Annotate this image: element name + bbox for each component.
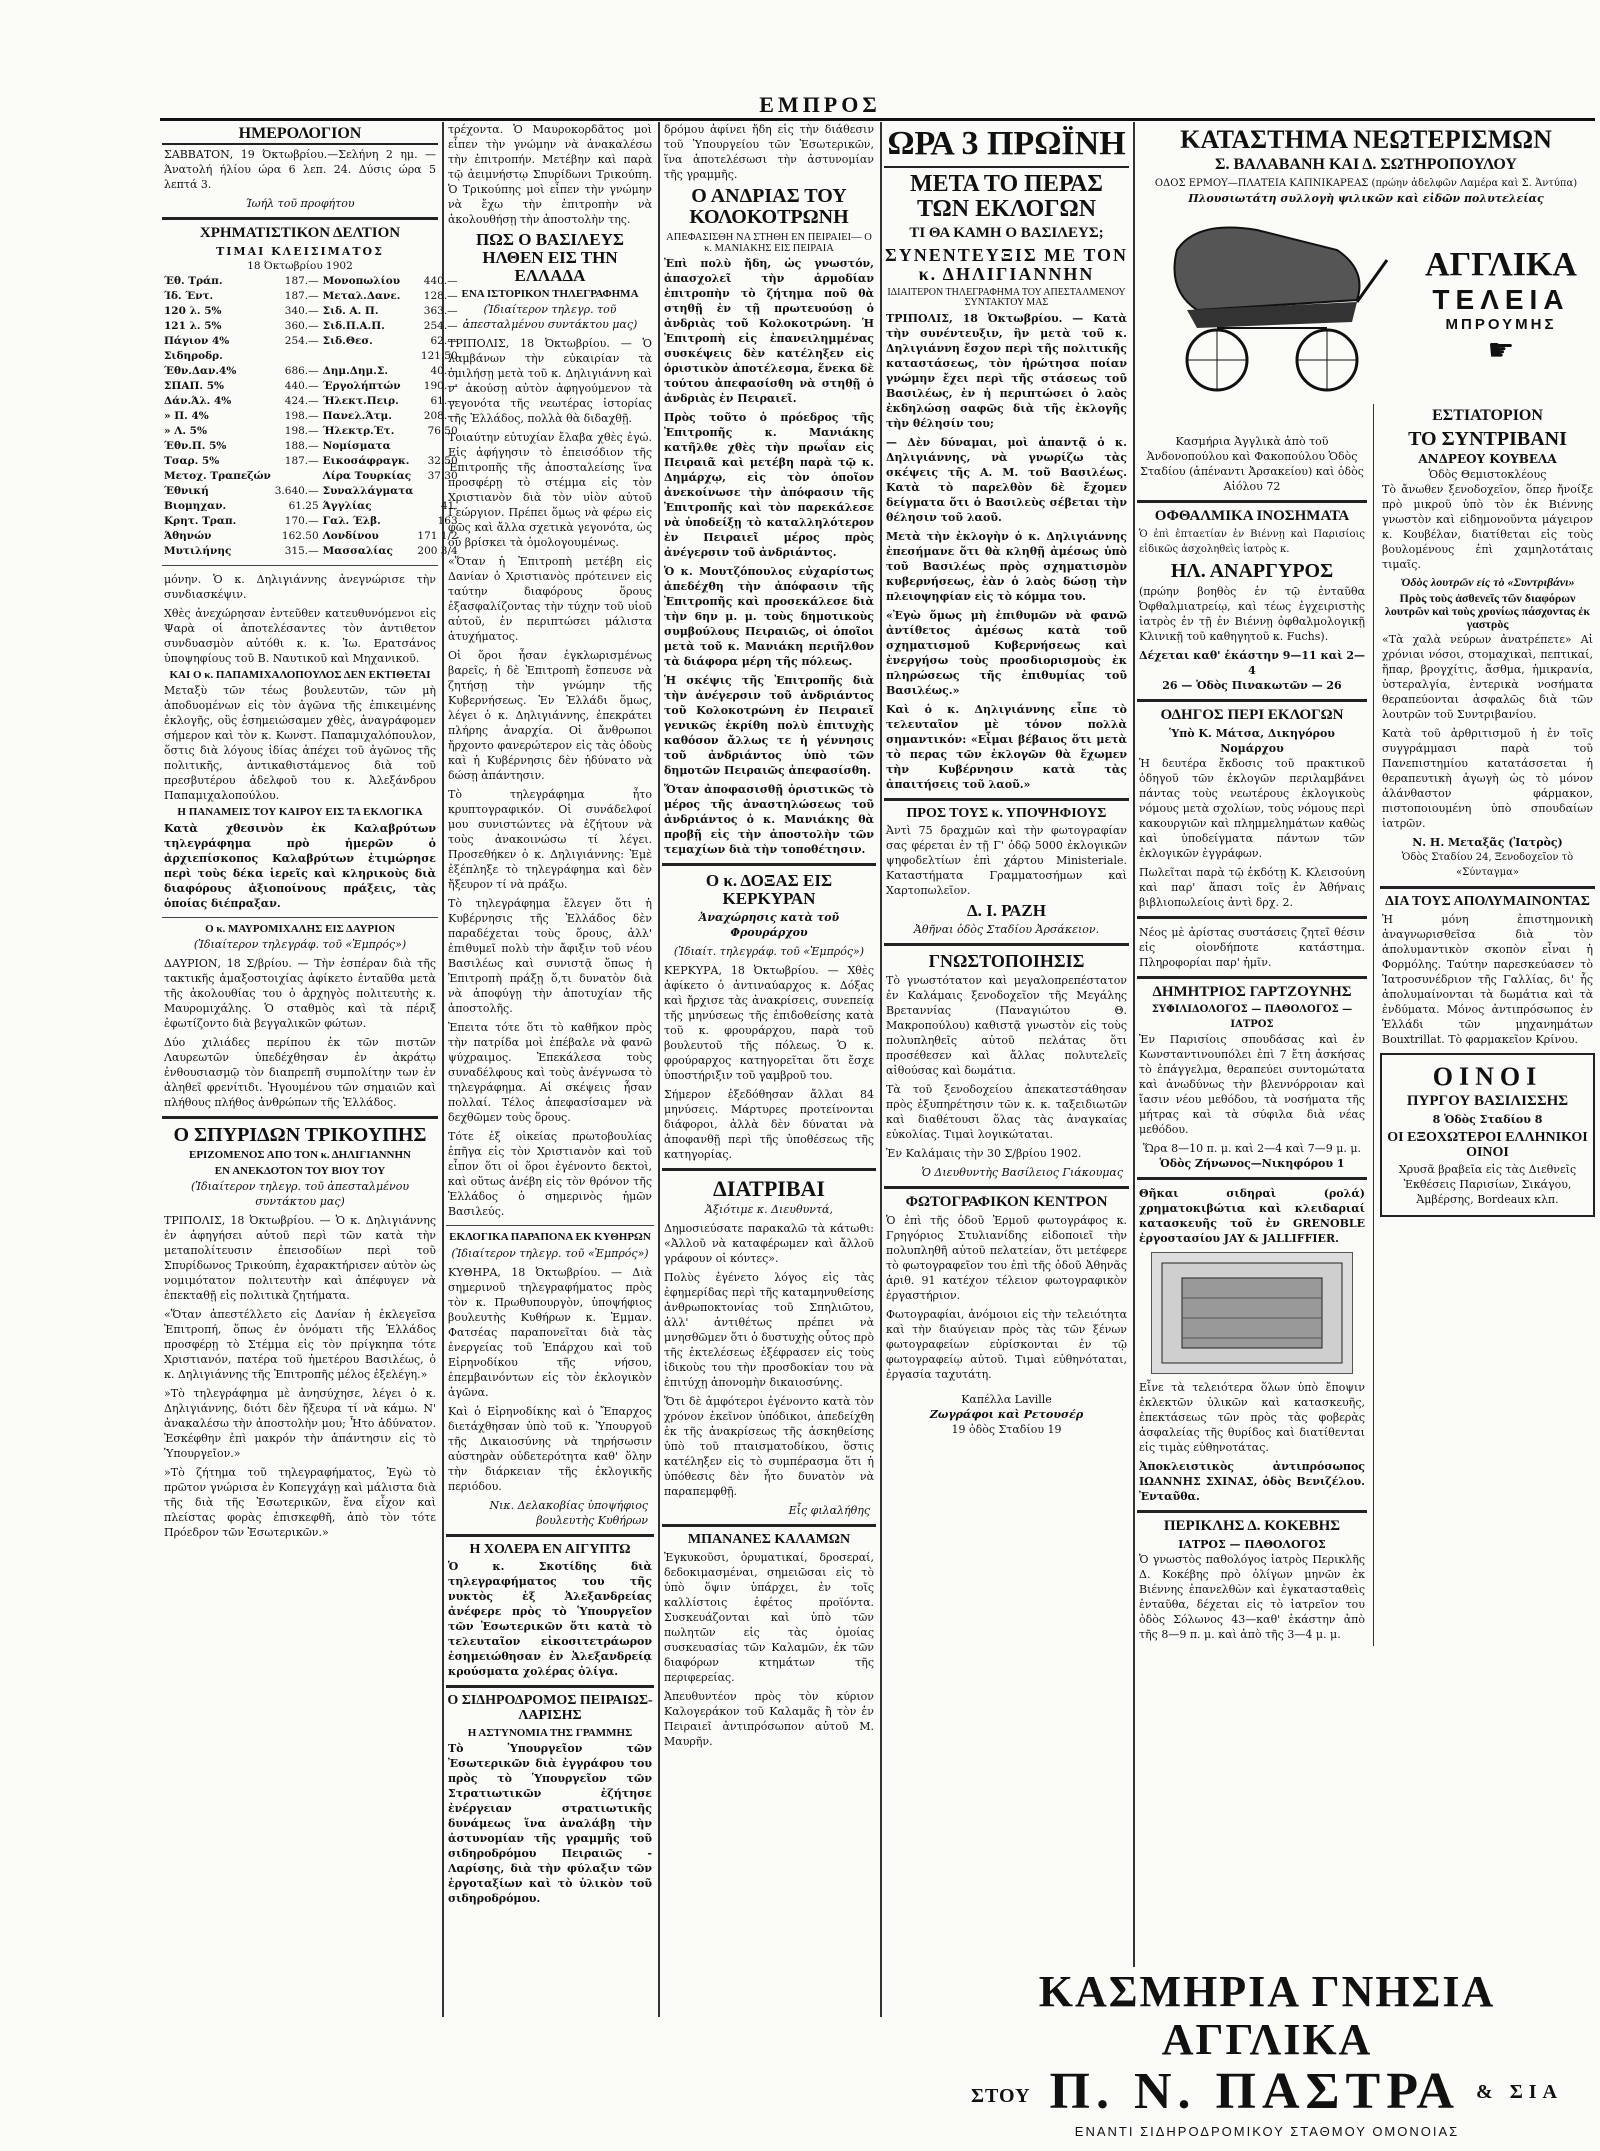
ad-text: Δέχεται καθ' ἑκάστην 9—11 καὶ 2—4 — [1138, 648, 1366, 677]
ad-text: Θῆκαι σιδηραὶ (ρολά) χρηματοκιβώτια καὶ κλειδαριαί κατασκευῆς τοῦ ἐν GRENOBLE ἐργοστασίου JAY & JALLIFFIER. — [1139, 1187, 1365, 1246]
table-cell: 187.— — [284, 274, 319, 287]
article-text: — Δὲν δύναμαι, μοὶ ἀπαντᾷ ὁ κ. Δηλιγιάννης, νὰ γνωρίζω τὰς σκέψεις τῆς Α. Μ. τοῦ Βασιλέως. Κατὰ τὸ παρελθὸν δὲ ἔχομεν δείγματα ὅτι ὁ Βασιλεὺς σέβεται τὴν θέλησιν τοῦ λαοῦ. — [886, 435, 1127, 524]
ad-address: Ὁδὸς Ζήνωνος—Νικηφόρου 1 — [1159, 1157, 1345, 1171]
table-cell: 187.— — [284, 289, 319, 302]
table-cell: Εικοσάφραγκ. — [322, 454, 410, 467]
ad-subhead: Σ. ΒΑΛΑΒΑΝΗ ΚΑΙ Δ. ΣΩΤΗΡΟΠΟΥΛΟΥ — [1215, 156, 1517, 174]
article-text: Ὁ κ. Σκοτίδης διὰ τηλεγραφήματος του τῆς νυκτὸς ἐξ Ἀλεξανδρείας ἀνέφερε πρὸς τὸ Ὑπουργεῖον τῶν Ἐσωτερικῶν ὅτι κατὰ τὸ τελευταῖον εἰκοσιτετράωρον ἐσημειώθησαν ἐν Ἀλεξανδρείᾳ κρούσματα χολέρας ὀλίγα. — [448, 1560, 652, 1679]
article-text: Δημοσιεύσατε παρακαλῶ τὰ κάτωθι: «Ἀλλοῦ νὰ καταφέρωμεν καὶ ἄλλοῦ γράφουν οἱ κόντες». — [664, 1221, 874, 1265]
table-cell: Σιδ.Π.Α.Π. — [322, 319, 385, 332]
ad-headline: ΠΡΟΣ ΤΟΥΣ κ. ΥΠΟΨΗΦΙΟΥΣ — [906, 805, 1107, 821]
table-cell: 440.— — [423, 274, 458, 287]
column-divider — [880, 122, 882, 2017]
ad-headline: ΠΕΡΙΚΛΗΣ Δ. ΚΟΚΕΒΗΣ — [1163, 1518, 1341, 1535]
ad-text: Ὁ γνωστὸς παθολόγος ἰατρὸς Περικλῆς Δ. Κοκέβης πρὸ ὀλίγων μηνῶν ἐκ Βιέννης ἐπανελθὼν καὶ ἐγκατασταθεὶς ἐνταῦθα, δέχεται εἰς τὸ ἰατρεῖον του ὁδὸς Σόλωνος 43—καθ' ἑκάστην ἀπὸ τῆς 8—9 π. μ. καὶ ἀπὸ τῆς 3—4 μ. μ. — [1139, 1553, 1365, 1642]
ad-address: Ὁδὸς Θεμιστοκλέους — [1428, 467, 1547, 481]
ad-address: Ζωγράφοι καὶ Ρετουσέρ — [929, 1407, 1084, 1421]
ad-headline: ΚΑΤΑΣΤΗΜΑ ΝΕΩΤΕΡΙΣΜΩΝ — [1180, 125, 1552, 154]
ad-headline: ΟΦΘΑΛΜΙΚΑ ΙΝΟΣΗΜΑΤΑ — [1154, 508, 1350, 525]
section-rule — [1137, 976, 1367, 979]
article-signature: Εἷς φιλαλήθης — [788, 1503, 870, 1517]
ad-text: Ἀπευθυντέον πρὸς τὸν κύριον Καλογεράκον τοῦ Καλαμᾶς ἢ τὸν ἐν Πειραιεῖ ἀντιπρόσωπον αὐτοῦ Μ. Μαυρῆν. — [664, 1689, 874, 1748]
table-cell — [273, 469, 321, 484]
article-text: Οἱ ὅροι ἦσαν ἐγκλωρισμένως βαρεῖς, ἡ δὲ Ἐπιτροπὴ ἔσπευσε νὰ ζητήσῃ τὴν γνώμην τῆς Κυβερνήσεως. Ἐν Ἑλλάδι ὅμως, λέγει ὁ κ. Δηλιγιάννης, ἐπεκράτει πλήρης ἀναρχία. Οἱ ἄνθρωποι ἤρχοντο φανερώτερον εἰς τὰς ὁδοὺς καὶ ἡ Κυβέρνησις δὲν ἠδύνατο νὰ δώσῃ ἀπάντησιν. — [448, 649, 652, 783]
table-cell: Δημ.Δημ.Σ. — [322, 364, 388, 377]
ad-subhead: Ὑπὸ Κ. Μάτσα, Δικηγόρου Νομάρχου — [1169, 726, 1335, 755]
article-subhead: Ἀναχώρησις κατὰ τοῦ Φρουράρχου — [698, 910, 840, 939]
table-cell: 128.— — [423, 289, 458, 302]
table-cell: Μετοχ. Τραπεζών — [164, 469, 271, 482]
article-subhead: ΑΠΕΦΑΣΙΣΘΗ ΝΑ ΣΤΗΘΗ ΕΝ ΠΕΙΡΑΙΕΙ— Ο κ. ΜΑΝΙΑΚΗΣ ΕΙΣ ΠΕΙΡΑΙΑ — [666, 232, 872, 255]
article-text: Τοιαύτην εὐτυχίαν ἔλαβα χθὲς ἐγώ. Εἰς ἀφήγησιν τὸ ἐπεισόδιον τῆς Ἐπιτροπῆς τῆς ἀποσταλείσης ἵνα προσφέρῃ τὸ στέμμα εἰς τὸν Χριστιανὸν διὰ τὸν υἱὸν αὐτοῦ Γεώργιον. Πρέπει ὅμως νὰ φέρω εἰς φῶς καὶ ἄλλα σχετικὰ γεγονότα, ὡς οὐ βρίσκει τὰ ὁμολογουμένως. — [448, 431, 652, 550]
table-cell — [273, 349, 321, 364]
article-text: ΤΡΙΠΟΛΙΣ, 18 Ὀκτωβρίου. — Ὁ κ. Δηλιγιάννης ἐν ἀφηγήσει αὐτοῦ περὶ τῶν κατὰ τὴν μεταπολίτευσιν ἐπεισοδίων περὶ τοῦ Σπυρίδωνος Τρικούπη, ἐχαρακτήρισεν αὐτὸν ὡς νομιμότατον πολιτευτὴν καὶ ἀπέφυγεν νὰ ἐπεκταθῇ εἰς πολιτικὰ ζητήματα. — [164, 1214, 436, 1303]
table-cell: Έθν.Π. 5% — [164, 439, 227, 452]
table-cell: 198.— — [284, 424, 319, 437]
ad-address: Ἀθῆναι ὁδὸς Σταδίου Ἀρσάκειον. — [913, 923, 1100, 937]
top-rule — [160, 118, 1595, 121]
article-text: Σήμερον ἐξεδόθησαν ἄλλαι 84 μηνύσεις. Μάρτυρες προτείνονται διάφοροι, ἀλλὰ δὲν δύναται νὰ ἀποφανθῇ περὶ τῆς ὑποθέσεως τῆς κατηγορίας. — [664, 1087, 874, 1161]
table-row — [162, 439, 460, 454]
bottom-banner-ad — [937, 1967, 1597, 2140]
table-cell: 190.— — [423, 379, 458, 392]
ad-address: Ὁδὸς Σταδίου 24, Ξενοδοχεῖον τὸ «Σύνταγμα» — [1401, 852, 1574, 879]
table-cell: 440.— — [284, 379, 319, 392]
article-text: ΚΕΡΚΥΡΑ, 18 Ὀκτωβρίου. — Χθὲς ἀφίκετο ὁ ἀντιναύαρχος κ. Δόξας καὶ ἤρχισε τὰς ἀνακρίσεις, συνεπείᾳ τῆς μηνύσεως τῆς ἐπιδοθείσης κατὰ τοῦ κ. φρουράρχου, παρὰ τοῦ βουλευτοῦ τῆς πόλεως. Ὁ κ. φρούραρχος κατηγορεῖται ὅτι ἔσχε ὑποστήριξιν τοῦ γαμβροῦ του. — [664, 963, 874, 1082]
table-cell: 76.50 — [427, 424, 458, 437]
column-divider — [658, 122, 660, 2017]
calendar-title: ΗΜΕΡΟΛΟΓΙΟΝ — [162, 126, 438, 145]
article-subhead: (Ἰδιαίτερον τηλεγρ. τοῦ ἀπεσταλμένου συντάκτου μας) — [462, 303, 638, 332]
table-cell: 208.— — [423, 409, 458, 422]
ad-address: ΟΔΟΣ ΕΡΜΟΥ—ΠΛΑΤΕΙΑ ΚΑΠΝΙΚΑΡΕΑΣ (πρώην ἀδελφῶν Λαμέρα καὶ Σ. Ἀντύπα) — [1154, 178, 1578, 190]
article-text: Καὶ ὁ κ. Δηλιγιάννης εἶπε τὸ τελευταῖον μὲ τόνον πολλὰ σημαντικόν: «Εἶμαι βέβαιος ὅτι μετὰ τὸ περας τῶν ἐκλογῶν θὰ ἔχωμεν τὴν Κυβέρνησιν κατὰ τὰς ἀπαιτήσεις τοῦ λαοῦ.» — [886, 702, 1127, 791]
ad-text: Χρυσᾶ βραβεῖα εἰς τὰς Διεθνεῖς Ἐκθέσεις Παρισίων, Σικάγου, Ἀμβέρσης, Bordeaux κλπ. — [1398, 1163, 1577, 1207]
bourse-title: ΧΡΗΜΑΤΙΣΤΙΚΟΝ ΔΕΛΤΙΟΝ — [199, 224, 401, 241]
article-text: δρόμου ἀφίνει ἤδη εἰς τὴν διάθεσιν τοῦ Ὑπουργείου τῶν Ἐσωτερικῶν, ἵνα ἀποτελέσωσι τὴν ἀστυνομίαν τῆς γραμμῆς. — [664, 123, 874, 181]
article-text: ΤΡΙΠΟΛΙΣ, 18 Ὀκτωβρίου. — Ὁ λαμβάνων τὴν εὐκαιρίαν τὰ ὁμιλήσῃ μετὰ τοῦ κ. Δηλιγιάννη καὶ ν' ἀκούσῃ αὐτὸν ἀφηγούμενον τὰ γεγονότα τῆς νεωτέρας ἱστορίας τῆς Ἑλλάδος, πολλὰ θὰ διδαχθῇ. — [448, 337, 652, 426]
table-cell: 424.— — [284, 394, 319, 407]
article-headline: ΕΝΑ ΙΣΤΟΡΙΚΟΝ ΤΗΛΕΓΡΑΦΗΜΑ — [461, 287, 639, 300]
article-headline: ΠΩΣ Ο ΒΑΣΙΛΕΥΣ ΗΛΘΕΝ ΕΙΣ ΤΗΝ ΕΛΛΑΔΑ — [476, 230, 624, 285]
ad-text: Ὁ ἐπὶ τῆς ὁδοῦ Ἑρμοῦ φωτογράφος κ. Γρηγόριος Στυλιανίδης εἰδοποιεῖ τὴν πολυπληθῆ αὐτοῦ πελατείαν, ὅτι μετέφερε τὸ φωτογραφεῖον του ἐπὶ τῆς ὁδοῦ Ἀθηνᾶς ἀριθ. 91 κατέχον τέλειον φωτογραφικὸν ἐργαστήριον. — [886, 1213, 1127, 1302]
table-cell: 340.— — [284, 304, 319, 317]
table-cell — [321, 349, 416, 364]
table-cell: Βιομηχαν. — [164, 499, 227, 512]
article-headline: ΤΙ ΘΑ ΚΑΜΗ Ο ΒΑΣΙΛΕΥΣ; — [909, 225, 1104, 242]
article-text: τρέχοντα. Ὁ Μαυροκορδᾶτος μοὶ εἶπεν τὴν γνώμην νὰ ἀνακαλέσω τὴν ἐπιτροπήν. Μετέβην καὶ παρὰ τῷ ἀειμνήστῳ Σπυρίδωνι Τρικούπη. Ὁ Τρικούπης μοὶ εἶπεν τὴν γνώμην νὰ ἔχω τὴν ἐπιτροπὴν νὰ ἀκολουθήσῃ τὴν ἀποστολὴν της. — [448, 123, 652, 226]
article-text: ΚΥΘΗΡΑ, 18 Ὀκτωβρίου. — Διὰ σημερινοῦ τηλεγραφήματος πρὸς τὸν κ. Πρωθυπουργὸν, ὑποψήφιος βουλευτὴς Κυθήρων κ. Ἐμμαν. Φατσέας παραπονεῖται διὰ τὰς ἐνεργείας τοῦ Ἐπάρχου καὶ τοῦ Εἰρηνοδίκου τῆς νήσου, ἐπεμβαινόντων εἰς τὸν ἐκλογικὸν ἀγῶνα. — [448, 1265, 652, 1399]
ad-headline: ΜΠΑΝΑΝΕΣ ΚΑΛΑΜΩΝ — [687, 1531, 851, 1547]
article-text: Ὅταν ἀποφασισθῇ ὁριστικῶς τὸ μέρος τῆς ἀναστηλώσεως τοῦ ἀνδριάντος ὁ κ. Μανιάκης θὰ προβῇ εἰς τὴν ἀποστολὴν τῶν τεμαχίων διὰ τὴν τοποθέτησιν. — [664, 783, 874, 857]
article-text: Μεταξὺ τῶν τέως βουλευτῶν, τῶν μὴ ἀποδυομένων εἰς τὸν ἀγῶνα τῆς ἐπικειμένης ἐκλογῆς, οὓς ἐσημειώσαμεν χθὲς, ἀναγράφομεν σήμερον καὶ τὸν κ. Κωνστ. Παπαμιχαλόπουλον, ὅστις διὰ λόγους ἰδίας ἀπέχει τοῦ ἀγῶνος τῆς πολιτικῆς, ἀντικαθιστάμενος διὰ τοῦ πρεσβυτέρου ἀδελφοῦ του κ. Ἀλεξάνδρου Παπαμιχαλοπούλου. — [164, 684, 436, 803]
article-headline: Ο κ. ΜΑΥΡΟΜΙΧΑΛΗΣ ΕΙΣ ΔΑΥΡΙΟΝ — [205, 922, 395, 935]
ad-headline: ΓΝΩΣΤΟΠΟΙΗΣΙΣ — [928, 951, 1085, 972]
article-text: Τότε ἐξ οἰκείας πρωτοβουλίας ἐπῆγα εἰς τὸν Χριστιανὸν καὶ τοῦ εἶπον ὅτι οἱ ὅροι ἐγένοντο δεκτοὶ, καὶ οὕτως ἀνέβη εἰς τὸν θρόνον τῆς Ἑλλάδος ὁ σημερινὸς ἡμῶν Βασιλεύς. — [448, 1130, 652, 1219]
ad-text: (πρώην βοηθὸς ἐν τῷ ἐνταῦθα Ὀφθαλμιατρείῳ, καὶ τέως ἐγχειριστὴς ἰατρὸς ἐν τῇ ἐν Βιέννῃ ὀφθαλμολογικῇ Κλινικῇ τοῦ καθηγητοῦ κ. Fuchs). — [1139, 584, 1365, 643]
table-cell: 188.— — [284, 439, 319, 452]
ad-address: 8 Ὁδὸς Σταδίου 8 — [1432, 1113, 1543, 1126]
bourse-date: 18 Όκτωβρίου 1902 — [247, 259, 353, 272]
ad-address: Καπέλλα Laville — [961, 1392, 1052, 1406]
section-rule — [162, 217, 438, 220]
table-cell: Έθν.Δαν.4% — [164, 364, 237, 377]
ad-text: Ἀντὶ 75 δραχμῶν καὶ τὴν φωτογραφίαν σας φέρεται ἐν τῇ Γ' ὁδῷ 5000 ἐκλογικῶν ψηφοδελτίων ἐπὶ χάρτου Ministeriale. Καταστήματα Γραμματοσήμων καὶ Χαρτοπωλεῖον. — [886, 824, 1127, 898]
table-cell: 121.50 — [420, 349, 458, 362]
table-cell: Έργολήπτών — [322, 379, 401, 392]
table-cell: Γαλ. Έλβ. — [322, 514, 381, 527]
ad-text: Νέος μὲ ἀρίστας συστάσεις ζητεῖ θέσιν εἰς οἰονδήποτε κατάστημα. Πληροφορίαι παρ' ἡμῖν. — [1139, 925, 1365, 969]
ad-headline: ΟΔΗΓΟΣ ΠΕΡΙ ΕΚΛΟΓΩΝ — [1160, 706, 1344, 723]
table-cell: 170.— — [284, 514, 319, 527]
article-text: ΤΡΙΠΟΛΙΣ, 18 Ὀκτωβρίου. — Κατὰ τὴν συνέντευξιν, ἣν μετὰ τοῦ κ. Δηλιγιάννη ἔσχον περὶ τῆς πολιτικῆς καταστάσεως, τὸν ἠρώτησα ποίαν γνώμην ἔχει περὶ τῆς στάσεως τοῦ Βασιλέως, ἐν ἡ περιπτώσει ὁ λαὸς ἐκδηλώσῃ σαφῶς διὰ τῆς ἐκλογῆς τὴν θέλησίν του; — [886, 311, 1127, 430]
table-row — [162, 424, 460, 439]
ad-headline: ΤΟ ΣΥΝΤΡΙΒΑΝΙ — [1408, 427, 1567, 450]
table-row — [162, 304, 460, 319]
section-rule — [446, 1685, 654, 1688]
ad-headline: Πρὸς τοὺς ἀσθενεῖς τῶν διαφόρων λουτρῶν καὶ τοὺς χρονίως πάσχοντας ἐκ γαστρὸς — [1384, 591, 1591, 631]
table-cell: 162.50 — [281, 529, 319, 542]
table-row — [162, 499, 460, 514]
ad-signature: Δ. Ι. ΡΑΖΗ — [967, 901, 1046, 921]
ad-headline: Ὁδὸς λουτρῶν εἰς τὸ «Συντριβάνι» — [1400, 574, 1575, 589]
ad-headline: ΦΩΤΟΓΡΑΦΙΚΟΝ ΚΕΝΤΡΟΝ — [905, 1194, 1108, 1211]
ad-subhead: ΑΝΔΡΕΟΥ ΚΟΥΒΕΛΑ — [1418, 451, 1557, 466]
section-rule — [662, 1168, 876, 1171]
table-cell: Έθνική — [164, 484, 209, 497]
ad-text: Τὸ γνωστότατον καὶ μεγαλοπρεπέστατον ἐν Καλάμαις ξενοδοχεῖον τῆς Μεγάλης Βρεταννίας (Παναγιώτου Θ. Μακροπούλου) καθιστᾷ γνωστὸν εἰς τοὺς πολυπληθεῖς αὐτοῦ πελάτας ὅτι προσέθεσεν καὶ ἄλλας πολυτελεῖς αἰθούσας καὶ δωμάτια. — [886, 974, 1127, 1078]
table-cell: 120 λ. 5% — [164, 304, 222, 317]
table-cell: Άγγλίας — [322, 499, 372, 512]
column-4 — [884, 122, 1129, 1967]
table-cell: 315.— — [284, 544, 319, 557]
ad-headline: ΟΙ ΕΞΟΧΩΤΕΡΟΙ ΕΛΛΗΝΙΚΟΙ ΟΙΝΟΙ — [1387, 1130, 1588, 1160]
calendar-date: ΣΑΒΒΑΤΟΝ, 19 Όκτωβρίου.—Σελήνη 2 ημ. — Άνατολή ήλίου ώρα 6 λεπ. 24. Δύσις ώρα 5 λεπτά 3. — [164, 147, 436, 191]
article-text: Πρὸς τοῦτο ὁ πρόεδρος τῆς Ἐπιτροπῆς κ. Μανιάκης κατῆλθε χθὲς τὴν πρωΐαν εἰς Πειραιᾶ καὶ μετέβη παρὰ τῷ κ. Δημάρχῳ, εἰς τὸν ὁποῖον ἀνεκοίνωσε τὴν ἀπόφασιν τῆς Ἐπιτροπῆς καὶ τὸν παρεκάλεσε νὰ ὑποδείξῃ τὸ καταλληλότερον ἐν Πειραιεῖ μέρος πρὸς ἀνέγερσιν τοῦ ἀνδριάντος. — [664, 411, 874, 560]
table-cell: » Λ. 5% — [164, 424, 207, 437]
article-headline: Η ΠΑΝΑΜΕΙΣ ΤΟΥ ΚΑΙΡΟΥ ΕΙΣ ΤΑ ΕΚΛΟΓΙΚΑ — [177, 806, 423, 819]
article-headline: Ο κ. ΔΟΞΑΣ ΕΙΣ ΚΕΡΚΥΡΑΝ — [705, 871, 833, 908]
column-divider — [1133, 122, 1135, 1967]
article-headline: Η ΑΣΤΥΝΟΜΙΑ ΤΗΣ ΓΡΑΜΜΗΣ — [467, 1726, 633, 1739]
article-text: «Ὅταν ἀπεστέλλετο εἰς Δανίαν ἡ ἐκλεγεῖσα Ἐπιτροπή, ὅπως ἐν ὀνόματι τῆς Ἑλλάδος προσφέρῃ τὸ Στέμμα εἰς τὸν πρίγκηπα τότε Χριστιανόν, πατέρα τοῦ ἡμετέρου Βασιλέως, ὁ κ. Δηλιγιάννης τῆς Ἐπιτροπῆς μέλος ἐξελέγη.» — [164, 1308, 436, 1382]
ad-text: Φωτογραφίαι, ἀνόμοιοι εἰς τὴν τελειότητα καὶ τὴν διαύγειαν πρὸς τὰς τῶν ξένων φωτογραφείων εὑρίσκονται ἐν τῷ φωτογραφείῳ αὐτοῦ. Τιμαὶ εὐθηνόταται, ἐργασία ταχυτάτη. — [886, 1307, 1127, 1381]
column-2 — [446, 122, 654, 2017]
table-cell: Ήλεκτρ.Έτ. — [322, 424, 395, 437]
table-cell: 3.640.— — [274, 484, 319, 497]
table-cell: Ίδ. Έντ. — [164, 289, 214, 302]
section-rule — [884, 798, 1129, 801]
ad-text: Ἐγκυκοῦσι, ὀρυματικαί, δροσεραί, δεδοκιμασμέναι, σημειῶσαι εἰς τὸ ὑπὸ ὅψιν ὑπάρχει, ἐν τοῖς καλλίστοις ἐφέτος προϊόντα. Συσκευάζονται καὶ ὑπὸ τῶν πωλητῶν εἰς τὰς ὁμοίας συσκευασίας τῶν Καλαμῶν, ἐκ τῶν διαφόρων κτημάτων τῆς περιφερείας. — [664, 1550, 874, 1684]
table-row — [162, 334, 460, 349]
table-cell: Μεταλ.Δανε. — [322, 289, 401, 302]
column-1 — [162, 122, 458, 2017]
section-rule — [884, 1186, 1129, 1189]
article-text: Ἐπειτα τότε ὅτι τὸ καθῆκον πρὸς τὴν πατρίδα μοὶ ἐπέβαλε νὰ φανῶ ψύχραιμος. Ἐπεκάλεσα τοὺς συναδέλφους καὶ τοὺς ἀνέγνωσα τὸ τηλεγράφημα. Αἱ σκέψεις ἦσαν πολλαί. Τέλος ἀπεφασίσαμεν νὰ δεχθῶμεν τοὺς ὅρους. — [448, 1021, 652, 1125]
table-cell: Μασσαλίας — [322, 544, 393, 557]
masthead: ΕΜΠΡΟΣ — [759, 92, 881, 117]
ad-signature: Ὁ Διευθυντὴς Βασίλειος Γιάκουμας — [921, 1166, 1123, 1180]
banner-line-2: Π. Ν. ΠΑΣΤΡΑ — [1049, 2063, 1458, 2120]
article-text: Χθὲς ἀνεχώρησαν ἐντεῦθεν κατευθυνόμενοι εἰς Ψαρὰ οἱ ἀποτελέσαντες τὸν ἀντιθετον συνδυασμὸν αὐτόθι κ. κ. Ἰω. Ερατσάνος ὑποψηφίους τοῦ Β. Ναυτικοῦ καὶ Μηχανικοῦ. — [164, 606, 436, 665]
banner-line-3: ΕΝΑΝΤΙ ΣΙΔΗΡΟΔΡΟΜΙΚΟΥ ΣΤΑΘΜΟΥ ΟΜΟΝΟΙΑΣ — [1074, 2124, 1460, 2140]
ad-headline: ΕΣΤΙΑΤΟΡΙΟΝ — [1432, 407, 1543, 425]
article-text: «Ὅταν ἡ Ἐπιτροπὴ μετέβη εἰς Δανίαν ὁ Χριστιανὸς πρότεινεν εἰς ταύτην διαφόρους ὅρους ἐξασφαλίζοντας τὴν τύχην τοῦ υἱοῦ αὐτοῦ, ἐν περιπτώσει μάλιστα ἀτυχήματος. — [448, 555, 652, 644]
table-row — [162, 544, 460, 559]
table-cell: 254.— — [284, 334, 319, 347]
ad-text: Πλουσιωτάτη συλλογὴ ψιλικῶν καὶ εἰδῶν πολυτελείας — [1188, 192, 1544, 206]
table-row — [162, 364, 460, 379]
article-headline: Ο ΑΝΔΡΙΑΣ ΤΟΥ ΚΟΛΟΚΟΤΡΩΝΗ — [689, 185, 849, 228]
table-cell: Δάν.Άλ. 4% — [164, 394, 232, 407]
article-text: Τὸ τηλεγράφημα ἔλεγεν ὅτι ἡ Κυβέρνησις τῆς Ἑλλάδος δὲν παραδέχεται τοὺς ὅρους, ἀλλ' ἐπιθυμεῖ πολὺ τὴν ἄφιξιν τοῦ νέου Βασιλέως καὶ συνιστᾷ ὅπως ἡ Ἐπιτροπὴ πράξῃ ὅ,τι δυνατὸν διὰ νὰ ἀποφύγῃ τὴν ἀποτυχίαν τῆς ἀποστολῆς. — [448, 897, 652, 1016]
table-cell: 187.— — [284, 454, 319, 467]
article-headline: Ο ΣΙΔΗΡΟΔΡΟΜΟΣ ΠΕΙΡΑΙΩΣ-ΛΑΡΙΣΗΣ — [447, 1693, 653, 1723]
ad-headline: ΠΥΡΓΟΥ ΒΑΣΙΛΙΣΣΗΣ — [1406, 1093, 1569, 1110]
column-3 — [662, 122, 876, 2017]
article-text: Καὶ ὁ Εἰρηνοδίκης καὶ ὁ Ἔπαρχος διετάχθησαν ὑπὸ τοῦ κ. Ὑπουργοῦ τῆς Δικαιοσύνης νὰ τηρήσωσιν αὐστηρὰν οὐδετερότητα καθ' ὅλην τὴν διάρκειαν τῆς ἐκλογικῆς περιόδου. — [448, 1404, 652, 1493]
table-cell: 163 — [437, 514, 458, 527]
table-cell: 61.— — [430, 394, 458, 407]
banner-suffix: & ΣΙΑ — [1476, 2081, 1563, 2103]
section-rule — [1137, 916, 1367, 919]
banner-prefix: ΣΤΟΥ — [970, 2085, 1031, 2108]
article-headline: ΩΡΑ 3 ΠΡΩΪΝΗ — [884, 126, 1129, 168]
ad-address: 19 ὁδὸς Σταδίου 19 — [951, 1422, 1062, 1436]
table-cell: Σιδηροδρ. — [164, 349, 223, 362]
ad-text: Ὥρα 8—10 π. μ. καὶ 2—4 καὶ 7—9 μ. μ. — [1143, 1142, 1361, 1156]
ad-text: Ὁ ἐπὶ ἑπταετίαν ἐν Βιέννῃ καὶ Παρισίοις εἰδικῶς ἀσχοληθεὶς ἰατρὸς κ. — [1139, 528, 1365, 555]
table-cell: 61.25 — [288, 499, 319, 512]
ad-headline: ΗΛ. ΑΝΑΡΓΥΡΟΣ — [1170, 559, 1334, 582]
article-subhead: Ἀξιότιμε κ. Διευθυντά, — [705, 1202, 833, 1216]
article-text: ΔΑΥΡΙΟΝ, 18 Σ/βρίου. — Τὴν ἑσπέραν διὰ τῆς τακτικῆς ἁμαξοστοιχίας ἀφίκετο ἐνταῦθα μετὰ τῆς ἀκολουθίας του ὁ ἀρχηγὸς πολιτευτὴς κ. Μαυρομιχάλης. Ὁ σταθμὸς καὶ τὰ πέριξ ἐφωτίζοντο διὰ βεγγαλικῶν φώτων. — [164, 957, 436, 1031]
article-subhead: (Ἰδιαίτερον τηλεγρ. τοῦ «Ἐμπρός») — [451, 1246, 649, 1260]
section-rule — [162, 917, 438, 918]
section-rule — [884, 943, 1129, 946]
section-rule — [1137, 1177, 1367, 1180]
table-row — [162, 484, 460, 499]
section-rule — [662, 1524, 876, 1527]
ad-headline: ΜΠΡΟΥΜΗΣ — [1445, 316, 1557, 334]
table-row — [162, 394, 460, 409]
section-rule — [1380, 886, 1595, 889]
ad-headline: ΑΓΓΛΙΚΑ — [1425, 246, 1577, 284]
table-cell: 254.— — [423, 319, 458, 332]
ad-text: Πωλεῖται παρὰ τῷ ἐκδότῃ Κ. Κλεισούνη καὶ παρ' ἅπασι τοῖς ἐν Ἀθήναις βιβλιοπωλείοις ἀντὶ δρχ. 2. — [1139, 865, 1365, 909]
article-text: Ἡ σκέψις τῆς Ἐπιτροπῆς διὰ τὴν ἀνέγερσιν τοῦ ἀνδριάντος τοῦ Κολοκοτρώνη ἐν Πειραιεῖ γενικῶς ἐκρίθη πολὺ ἐπιτυχὴς καθόσον ἄλλως τε ἡ γέννησις τοῦ ἀνδριάντος ὑπὸ τῶν δημοτῶν Πειραιῶς ἀπεφασίσθη. — [664, 674, 874, 778]
article-text: Κατὰ χθεσινὸν ἐκ Καλαβρύτων τηλεγράφημα πρὸ ἡμερῶν ὁ ἀρχιεπίσκοπος Καλαβρύτων ἐτιμώρησε περὶ τοὺς δέκα ἱερεῖς καὶ κληρικοὺς διὰ διαφόρους ἀξιοποίνους πράξεις, τὰς ὁποίας διέπραξαν. — [164, 821, 436, 910]
article-headline: ΕΚΛΟΓΙΚΑ ΠΑΡΑΠΟΝΑ ΕΚ ΚΥΘΗΡΩΝ — [449, 1231, 651, 1244]
article-text: Ὁ κ. Μουτζόπουλος εὐχαρίστως ἀπεδέχθη τὴν ἀπόφασιν τῆς Ἐπιτροπῆς καὶ προσεκάλεσε διὰ τὴν 6ην μ. μ. τοὺς δημοτικοὺς συμβούλους Πειραιῶς, οἱ ὁποῖοι μετὰ τοῦ κ. Μανιάκη περιῆλθον τὰ διάφορα μέρη τῆς πόλεως. — [664, 565, 874, 669]
section-rule — [662, 863, 876, 866]
ad-subhead: ΙΑΤΡΟΣ — ΠΑΘΟΛΟΓΟΣ — [1178, 1538, 1326, 1552]
ad-text: Κασμήρια Ἀγγλικὰ ἀπὸ τοῦ Ἀνδονοπούλου καὶ Φακοπούλου Ὁδὸς Σταδίου (ἀπέναντι Ἀρσακείου) καὶ ὁδὸς Αἰόλου 72 — [1140, 435, 1364, 494]
table-cell: 200 3/4 — [417, 544, 458, 557]
pointing-hand-icon: ☛ — [1487, 333, 1515, 369]
ad-text: Ἡ δευτέρα ἔκδοσις τοῦ πρακτικοῦ ὁδηγοῦ τῶν ἐκλογῶν περιλαμβάνει πάντας τοὺς νεωτέρους ἐκλογικοὺς νόμους μετὰ σχολίων, τοὺς νόμους περὶ κακουργιῶν καὶ πλημμελημάτων καθὼς καὶ ὑποδείγματα πάντων τῶν ἐκλογικῶν ἐγγράφων. — [1139, 756, 1365, 860]
article-text: Μετὰ τὴν ἐκλογὴν ὁ κ. Δηλιγιάννης ἐπεσήμανε ὅτι θὰ κληθῇ ἀμέσως ὑπὸ τοῦ Βασιλέως πρὸς σχηματισμὸν κυβερνήσεως, ἐὰν ὁ λαὸς δώσῃ τὴν πλειοψηφίαν εἰς τὸ κόμμα του. — [886, 529, 1127, 603]
table-cell: 360.— — [284, 319, 319, 332]
ad-headline: ΔΙΑ ΤΟΥΣ ΑΠΟΛΥΜΑΙΝΟΝΤΑΣ — [1385, 894, 1590, 910]
table-cell: Κρητ. Τραπ. — [164, 514, 237, 527]
table-cell: 40.— — [430, 364, 458, 377]
section-rule — [1137, 1510, 1367, 1513]
article-text: Πολὺς ἐγένετο λόγος εἰς τὰς ἐφημερίδας περὶ τῆς καταμηνυθείσης ἀνθρωποκτονίας τοῦ Σπηλιῶτου, ἀλλ' ἀντιθέτως πρέπει νὰ μνησθῶμεν ὅτι ὁ δυστυχὴς οὗτος πρὸ τῆς ἐκτελέσεως ἐξέφρασεν εἰς τοὺς ἰδικοὺς του τὴν προσδοκίαν του νὰ ἐπιτύχῃ ἀπονομὴν δικαιοσύνης. — [664, 1270, 874, 1389]
ad-text: Ἀποκλειστικὸς ἀντιπρόσωπος ΙΩΑΝΝΗΣ ΣΧΙΝΑΣ, ὁδὸς Βενιζέλου. Ἐνταῦθα. — [1139, 1460, 1365, 1504]
ad-text: Κατὰ τοῦ ἀρθριτισμοῦ ἡ ἐν τοῖς συγγράμμασι παρὰ τοῦ Πανεπιστημίου κατατάσσεται ἡ θεραπευτικὴ ἀγωγὴ ὡς τὸ μόνον ἀλάνθαστον φάρμακον, πιστοποιουμένη ὑπὸ σπουδαίων ἰατρῶν. — [1382, 727, 1593, 831]
table-cell: Πανελ.Άτμ. — [322, 409, 392, 422]
article-subhead: (Ἰδιαίτερον τηλεγρ. τοῦ ἀπεσταλμένου συντάκτου μας) — [190, 1180, 410, 1209]
table-cell: » Π. 4% — [164, 409, 209, 422]
bourse-subtitle: ΤΙΜΑΙ ΚΛΕΙΣΙΜΑΤΟΣ — [216, 244, 384, 258]
bourse-table — [162, 274, 460, 559]
table-cell: Λίρα Τουρκίας — [322, 469, 412, 482]
section-rule — [1137, 699, 1367, 702]
table-cell: Συναλλάγματα — [322, 484, 414, 497]
table-cell: 37.30 — [427, 469, 458, 482]
section-rule — [162, 1116, 438, 1119]
article-headline: ΣΥΝΕΝΤΕΥΞΙΣ ΜΕ ΤΟΝ κ. ΔΗΛΙΓΙΑΝΝΗΝ — [884, 244, 1129, 284]
article-signature: Νικ. Δελακοβίας ὑποψήφιος βουλευτὴς Κυθήρων — [489, 1498, 648, 1527]
ad-text: Τὸ ἄνωθεν ξενοδοχεῖον, ὅπερ ἤνοίξε πρὸ μικροῦ ὑπὸ τὸν ἐκ Βιέννης γνωστὸν καὶ εἰδημονοῦντα μάγειρον κ. Κουβέλαν, διατίθεται εἰς τοὺς βουλομένους ἐπὶ χαμηλοτάταις τιμαῖς. — [1382, 482, 1593, 571]
table-row — [162, 469, 460, 484]
ad-text: Ἐν Παρισίοις σπουδάσας καὶ ἐν Κωνσταντινουπόλει ἐπὶ 7 ἔτη ἀσκήσας τὸ ἐπάγγελμα, θεραπεύει συντομώτατα καὶ ἀνωδύνως τὴν βλεννόρροιαν καὶ ἴασιν νέου μεθόδου, τὰ νοσήματα τῆς μήτρας καὶ τὰ σύφιλα διὰ νέας μεθόδου. — [1139, 1033, 1365, 1137]
table-cell: Τσαρ. 5% — [164, 454, 220, 467]
table-cell: Λονδίνου — [322, 529, 379, 542]
table-cell: ΣΠΑΠ. 5% — [164, 379, 224, 392]
table-row — [162, 349, 460, 364]
safe-illustration — [1151, 1252, 1353, 1374]
table-cell: 41. — [440, 499, 458, 512]
article-headline: ΕΝ ΑΝΕΚΔΟΤΟΝ ΤΟΥ ΒΙΟΥ ΤΟΥ — [214, 1164, 386, 1177]
banner-line-1: ΚΑΣΜΗΡΙΑ ΓΝΗΣΙΑ ΑΓΓΛΙΚΑ — [1038, 1967, 1496, 2064]
article-text: Τὸ Ὑπουργεῖον τῶν Ἐσωτερικῶν διὰ ἐγγράφου του πρὸς τὸ Ὑπουργεῖον τῶν Στρατιωτικῶν ἐζήτησε ἐνέργειαν στρατιωτικῆς δυνάμεως ἵνα ἀναλάβῃ τὴν ἀστυνομίαν τῆς γραμμῆς τοῦ σιδηροδρόμου Πειραιῶς - Λαρίσης, διὰ τὴν φύλαξιν τῶν ἐργοταξίων καὶ τὸ ὑλικὸν τοῦ σιδηροδρόμου. — [448, 1742, 652, 1906]
article-headline: ΔΙΑΤΡΙΒΑΙ — [713, 1175, 825, 1201]
article-headline: ΕΡΙΖΟΜΕΝΟΣ ΑΠΟ ΤΟΝ κ. ΔΗΛΙΓΙΑΝΝΗΝ — [188, 1149, 411, 1162]
section-rule — [446, 1534, 654, 1537]
table-row — [162, 529, 460, 544]
table-cell: Πάγιον 4% — [164, 334, 230, 347]
ad-text: Τὰ τοῦ ξενοδοχείου ἀπεκατεστάθησαν πρὸς ἐξυπηρέτησιν τῶν κ. κ. ταξειδιωτῶν καὶ διαθέτουσι ὅλας τὰς ἀναγκαίας εὐκολίας. Τιμαὶ λογικώταται. — [886, 1083, 1127, 1142]
table-cell: 198.— — [284, 409, 319, 422]
ad-signature: Ν. Η. Μεταξᾶς (Ἰατρὸς) — [1412, 836, 1563, 850]
article-text: «Ἐγὼ ὅμως μὴ ἐπιθυμῶν νὰ φανῶ ἀντίθετος ἀμέσως κατὰ τοῦ σχηματισμοῦ Κυβερνήσεως καὶ ἐνεργήσω τοὺς προσδιορισμοὺς ἐκ πληρώσεως τῆς ἐπιθυμίας τοῦ Βασιλέως.» — [886, 608, 1127, 697]
article-text: μόνην. Ὁ κ. Δηλιγιάννης ἀνεγνώρισε τὴν συνδιασκέψιν. — [164, 572, 436, 601]
section-rule — [446, 1225, 654, 1226]
ad-text: Εἶνε τὰ τελειότερα ὅλων ὑπὸ ἔποψιν ἐκλεκτῶν ὑλικῶν καὶ κατασκευῆς, ἐπεκτάσεως τῶν πρὸς τὰς φοβερὰς ἀσφαλείας τῆς θυρίδος καὶ διατίθενται εἰς τιμὰς εὐθηνοτάτας. — [1139, 1381, 1365, 1455]
table-cell: Σιδ.Θεσ. — [322, 334, 373, 347]
article-subhead: (Ἰδιαίτ. τηλεγράφ. τοῦ «Ἐμπρός») — [673, 944, 865, 958]
table-cell: 121 λ. 5% — [164, 319, 222, 332]
article-text: Δύο χιλιάδες περίπου ἐκ τῶν πιστῶν Λαυρεωτῶν ὑπεδέχθησαν ἐν ἀκράτῳ ἐνθουσιασμῷ τὸν διαπρεπῆ συμπολίτην των ἐν ἀληθεῖ φρενίτιδι. Ἠγουμένου τῶν σημαιῶν καὶ πλήθους πλήθος ἀνθρώπων τῆς Ἑλλάδος. — [164, 1036, 436, 1110]
table-row — [162, 409, 460, 424]
ad-headline: ΔΗΜΗΤΡΙΟΣ ΓΑΡΤΖΟΥΝΗΣ — [1152, 983, 1352, 1000]
table-cell: Μονοπωλίου — [322, 274, 400, 287]
article-text: »Τὸ ζήτημα τοῦ τηλεγραφήματος, Ἐγὼ τὸ πρῶτον γνώρισα ἐν Κοπεγχάγῃ καὶ μάλιστα διὰ τῆς διὰ τῆς Ἐσωτερικῶν, ἕνα εἶχον καὶ πλείστας φορὰς ἐπισκεφθῆ, ἀπὸ τὸν τότε Πρόεδρον τῶν Ἐσωτερικῶν.» — [164, 1466, 436, 1540]
table-cell: 686.— — [284, 364, 319, 377]
article-text: Τὸ τηλεγράφημα ἦτο κρυπτογραφικόν. Οἱ συνάδελφοί μου συνιστώντες νὰ ἐζήτουν νὰ τοὺς ἀνακοινώσω τί λέγει. Προσεθήκεν ὁ κ. Δηλιγιάννης: Ἐμὲ ἐξέπληξε τὸ τηλεγράφημα καὶ δὲν ἤξευρον τί νὰ πράξω. — [448, 788, 652, 892]
article-headline: ΚΑΙ Ο κ. ΠΑΠΑΜΙΧΑΛΟΠΟΥΛΟΣ ΔΕΝ ΕΚΤΙΘΕΤΑΙ — [169, 668, 431, 681]
article-text: »Τὸ τηλεγράφημα μὲ ἀνησύχησε, λέγει ὁ κ. Δηλιγιάννης, διότι δὲν ἤξευρα τί νὰ κάμω. Ν' ἀνακαλέσω τὴν ἀποστολὴν μου; Ἦτο ἀδύνατον. Ἐσκέφθην ἐπὶ μακρόν τὴν ἀπάντησιν εἰς τὸ Ὑπουργεῖον.» — [164, 1387, 436, 1461]
ad-text: Ἡ μόνη ἐπιστημονικὴ ἀναγνωρισθεῖσα διὰ τὸν ἀπολυμαντικὸν σκοπὸν εἶναι ἡ Φορμόλης. Ταύτην παρεσκεύασεν τὸ Ἰατροσυνέδριον τῆς Γαλλίας, δι' ἧς ἀπολυμαίνονται τὰ δωμάτια καὶ τὰ ἐνδύματα. Μόνος ἀντιπρόσωπος ἐν Ἑλλάδι τῶν μηχανημάτων Bouxtrillat. Τὸ φαρμακεῖον Κρίνου. — [1382, 912, 1593, 1046]
article-headline: Ο ΣΠΥΡΙΔΩΝ ΤΡΙΚΟΥΠΗΣ — [173, 1124, 427, 1147]
table-row — [162, 289, 460, 304]
article-headline: Η ΧΟΛΕΡΑ ΕΝ ΑΙΓΥΠΤΩ — [469, 1541, 631, 1557]
table-row — [162, 454, 460, 469]
ad-text: «Τὰ χαλὰ νεύρων ἀνατρέπετε» Αἱ χρόνιαι νόσοι, στομαχικαὶ, πεπτικαί, ἥπαρ, βρογχίτις, ἄσθμα, ἡμικρανία, ὑστεραλγία, ἐντερικὰ νοσήματα θεραπεύονται ἀσφαλῶς διὰ τῶν λουτρῶν τοῦ Συντριβανίου. — [1382, 633, 1593, 722]
table-row — [162, 319, 460, 334]
ad-text: Ἐν Καλάμαις τὴν 30 Σ/βρίου 1902. — [886, 1147, 1082, 1161]
section-rule — [162, 565, 438, 566]
table-cell: Μυτιλήνης — [164, 544, 232, 557]
wine-ad-box — [1380, 1053, 1595, 1217]
table-cell: 171 1/2 — [417, 529, 458, 542]
table-cell: Ήλεκτ.Πειρ. — [322, 394, 399, 407]
article-text: Ἐπὶ πολὺ ἤδη, ὡς γνωστόν, ἀπασχολεῖ τὴν ἁρμοδίαν ἐπιτροπὴν τὸ ζήτημα ποῦ θὰ στηθῇ ἐν τῇ πρωτευούσῃ ὁ ἀνδριὰς τοῦ Κολοκοτρώνη. Ἡ Ἐπιτροπὴ εἰς ἐπανειλημμένας συσκέψεις δὲν κατέληξεν εἰς ὁριστικὸν ἀποτέλεσμα, ἕνεκα δὲ τούτου ἀπεφασίσθη νὰ στηθῇ ὁ ἀνδριὰς ἐν Πειραιεῖ. — [664, 257, 874, 406]
table-cell: 32.50 — [427, 454, 458, 467]
article-subhead: (Ἰδιαίτερον τηλεγράφ. τοῦ «Ἐμπρός») — [193, 938, 407, 952]
calendar-saint: Ίωήλ τοῦ προφήτου — [245, 196, 355, 210]
table-cell: Άθηνών — [164, 529, 212, 542]
ad-headline: ΤΕΛΕΙΑ — [1432, 284, 1570, 316]
section-rule — [1137, 500, 1367, 503]
table-cell: Νομίσματα — [322, 439, 391, 452]
article-text: Ὅτι δὲ ἀμφότεροι ἐγένοντο κατὰ τὸν χρόνον ἐκεῖνον ὑπόδικοι, ἀπεδείχθη ἐκ τῆς ἀνακρίσεως τῆς ἀσκηθείσης ὑπὸ τοῦ πταισματοδίκου, ὅστις κατέληξεν εἰς τὸ συμπέρασμα ὅτι ἡ ὑπόθεσις δὲν ἦτο δυνατὸν νὰ παραπεμφθῇ. — [664, 1394, 874, 1498]
stroller-illustration — [1137, 210, 1407, 400]
table-cell: Έθ. Τράπ. — [164, 274, 223, 287]
table-cell: 62.— — [430, 334, 458, 347]
table-row — [162, 379, 460, 394]
ad-address: 26 — Ὁδὸς Πινακωτῶν — 26 — [1162, 678, 1342, 692]
table-row — [162, 514, 460, 529]
ad-subhead: ΣΥΦΙΛΙΔΟΛΟΓΟΣ — ΠΑΘΟΛΟΓΟΣ — ΙΑΤΡΟΣ — [1151, 1004, 1353, 1031]
table-cell: Σιδ. Α. Π. — [322, 304, 379, 317]
ad-headline: ΟΙΝΟΙ — [1432, 1061, 1543, 1091]
article-headline: ΜΕΤΑ ΤΟ ΠΕΡΑΣ ΤΩΝ ΕΚΛΟΓΩΝ — [910, 170, 1103, 222]
column-5 — [1137, 122, 1595, 1967]
article-subhead: ΙΔΙΑΙΤΕΡΟΝ ΤΗΛΕΓΡΑΦΗΜΑ ΤΟΥ ΑΠΕΣΤΑΛΜΕΝΟΥ ΣΥΝΤΑΚΤΟΥ ΜΑΣ — [887, 286, 1126, 309]
table-cell: 363.— — [423, 304, 458, 317]
table-row — [162, 274, 460, 289]
